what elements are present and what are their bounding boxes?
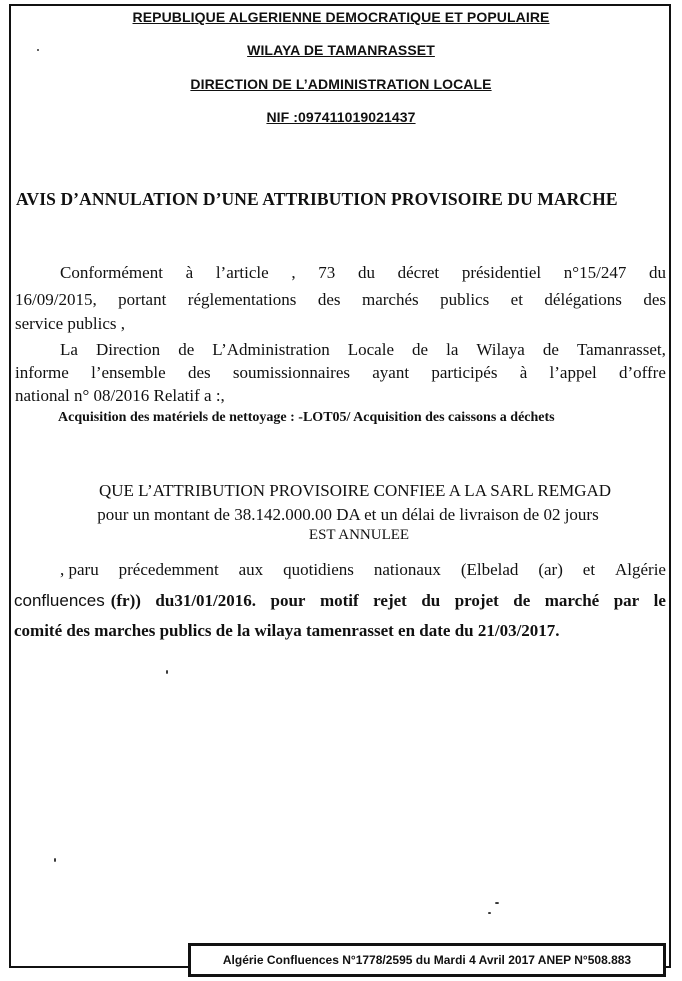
word: le [653,591,666,610]
closing-confluences: confluences [14,591,105,610]
paragraph-1-line-3: service publics , [15,314,125,333]
paragraph-1-line-2 [15,290,666,310]
word: ayant [372,363,410,382]
attribution-line-1: QUE L’ATTRIBUTION PROVISOIRE CONFIEE A LA SARL REMGAD [98,481,612,500]
word: (ar) [538,560,563,579]
word: l’article [215,263,269,282]
closing-line-3: comité des marches publics de la wilaya tamenrasset en date du 21/03/2017. [14,621,560,640]
word: du [649,263,666,282]
paragraph-2-line-2 [15,363,666,383]
word: Direction [95,340,161,359]
word: , paru [60,560,99,579]
word: 16/09/2015, [15,290,97,309]
word: , [291,263,296,282]
word: pour [270,591,306,610]
word: l’ensemble [91,363,166,382]
word: des [187,363,211,382]
word: publics [440,290,490,309]
word: marchés [361,290,419,309]
word: aux [238,560,264,579]
word: Locale [347,340,394,359]
header-nif: NIF :097411019021437 [266,109,416,125]
paragraph-2-line-3: national n° 08/2016 Relatif a :, [15,386,225,405]
word: (Elbelad [460,560,519,579]
word: nationaux [373,560,441,579]
word: de [178,340,195,359]
scan-speck [54,858,56,862]
publication-footer [188,943,666,977]
notice-title: AVIS D’ANNULATION D’UNE ATTRIBUTION PROVISOIRE DU MARCHE [16,189,618,209]
scan-speck [37,49,39,51]
word: délégations [544,290,622,309]
word: et [582,560,596,579]
word: La [60,340,78,359]
closing-line-2 [14,591,666,611]
lot-description: Acquisition des matériels de nettoyage : -LOT05/ Acquisition des caissons a déchets [58,410,555,425]
word: n°15/247 [563,263,627,282]
word: participés [431,363,498,382]
word: à [519,363,528,382]
word: du31/01/2016. [155,591,257,610]
word: (fr)) [110,591,141,610]
word: de [513,591,531,610]
word: quotidiens [283,560,354,579]
word: portant [118,290,167,309]
word: soumissionnaires [232,363,350,382]
word: des [643,290,666,309]
word: 73 [318,263,336,282]
header-republic: REPUBLIQUE ALGERIENNE DEMOCRATIQUE ET POPULAIRE [132,9,550,25]
word: L’Administration [212,340,330,359]
word: Tamanrasset, [576,340,666,359]
word: l’appel [549,363,597,382]
word: précedemment [118,560,219,579]
word: réglementations [187,290,297,309]
word: rejet [373,591,407,610]
word: projet [454,591,499,610]
paragraph-1-line-1 [60,263,666,283]
word: motif [319,591,359,610]
word: par [613,591,640,610]
word: marché [544,591,600,610]
scan-speck [166,670,168,674]
word: de [542,340,559,359]
word: à [185,263,194,282]
scan-speck [495,902,499,904]
word: Conformément [60,263,163,282]
word: des [317,290,341,309]
word: informe [15,363,69,382]
paragraph-2-line-1 [60,340,666,360]
publication-reference: Algérie Confluences N°1778/2595 du Mardi 4 Avril 2017 ANEP N°508.883 [222,953,632,967]
word: décret [397,263,440,282]
header-wilaya: WILAYA DE TAMANRASSET [247,42,435,58]
word: et [510,290,523,309]
word: du [357,263,375,282]
word: du [421,591,441,610]
word: Wilaya [476,340,525,359]
word: la [446,340,459,359]
annulment-statement: EST ANNULEE [308,527,410,543]
header-direction: DIRECTION DE L’ADMINISTRATION LOCALE [190,76,492,92]
word: Algérie [615,560,666,579]
word: d’offre [619,363,666,382]
word: présidentiel [461,263,542,282]
word: de [412,340,429,359]
scan-speck [488,912,491,914]
closing-line-1 [60,560,666,580]
closing-line-2-words [111,591,666,611]
attribution-line-2: pour un montant de 38.142.000.00 DA et un délai de livraison de 02 jours [97,505,599,524]
